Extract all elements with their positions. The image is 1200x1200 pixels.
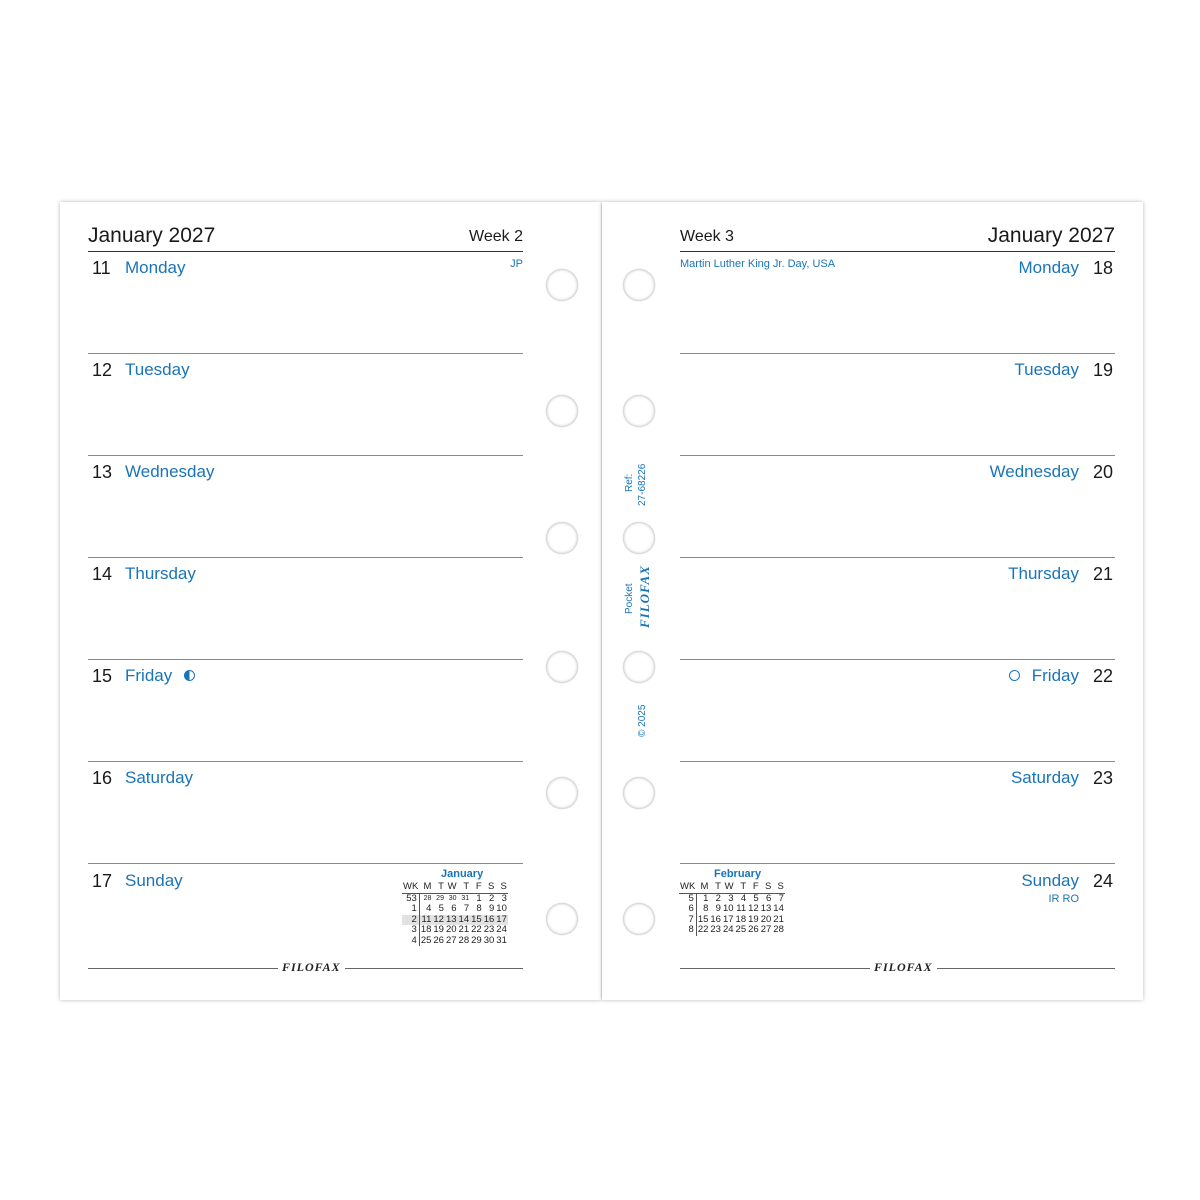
punch-hole [623,903,655,935]
day-row[interactable] [680,456,1115,558]
day-row[interactable] [680,762,1115,864]
mini-calendar-grid [679,882,785,936]
mini-calendar-january [402,868,527,958]
day-number: 14 [92,564,113,584]
col-header: S [483,882,496,893]
left-page [60,202,601,1000]
copyright: © 2025 [637,704,648,737]
size-label: Pocket [624,583,635,614]
col-header: T [432,882,445,893]
day-number: 13 [92,462,113,482]
calendar-week-row: 7 15 16 17 18 19 20 21 [679,915,785,926]
day-number: 22 [1092,666,1113,686]
holiday-note: IR RO [1048,893,1079,905]
holiday-note: Martin Luther King Jr. Day, USA [680,258,836,270]
day-number: 12 [92,360,113,380]
day-name: Tuesday [125,360,190,379]
week-label: Week 3 [680,228,734,245]
calendar-week-row: 3 18 19 20 21 22 23 24 [402,925,508,936]
calendar-week-row: 5 1 2 3 4 5 6 7 [679,893,785,904]
day-row[interactable] [88,660,523,762]
day-row[interactable] [88,354,523,456]
calendar-week-row: 4 25 26 27 28 29 30 31 [402,936,508,947]
calendar-week-row: 8 22 23 24 25 26 27 28 [679,925,785,936]
week-label: Week 2 [469,228,523,245]
col-header: S [760,882,773,893]
day-name: Friday [1031,666,1079,685]
day-name: Wednesday [989,462,1079,481]
full-moon-icon [1009,670,1020,681]
mini-calendar-title: January [441,868,484,880]
day-number: 16 [92,768,113,788]
filofax-logo: FILOFAX [870,960,937,975]
punch-hole [546,522,578,554]
day-name: Thursday [1008,564,1079,583]
col-header: S [495,882,508,893]
punch-hole [623,522,655,554]
mini-calendar-grid [402,882,508,946]
col-header: F [470,882,483,893]
calendar-week-row: 1 4 5 6 7 8 9 10 [402,904,508,915]
col-header: M [696,882,709,893]
col-header: WK [680,881,696,892]
day-name: Monday [125,258,186,277]
day-name: Wednesday [125,462,215,481]
page-title: January 2027 [987,224,1115,247]
punch-hole [546,395,578,427]
day-name: Sunday [125,871,183,890]
punch-hole [546,269,578,301]
day-number: 17 [92,871,113,891]
ref-label: Ref: [624,473,635,492]
day-row[interactable] [88,456,523,558]
mini-calendar-february [679,868,804,948]
divider [88,863,523,864]
day-name: Sunday [1021,871,1079,890]
right-page [602,202,1143,1000]
punch-hole [546,903,578,935]
day-row[interactable] [680,660,1115,762]
page-title: January 2027 [88,224,216,247]
punch-hole [623,395,655,427]
day-name: Saturday [125,768,194,787]
day-number: 18 [1092,258,1113,278]
col-header: WK [403,881,419,892]
day-row[interactable] [88,762,523,864]
day-number: 15 [92,666,113,686]
day-name: Tuesday [1014,360,1079,379]
day-row[interactable] [88,252,523,354]
day-number: 20 [1092,462,1113,482]
spine-brand: FILOFAX [637,565,652,628]
day-number: 19 [1092,360,1113,380]
day-number: 21 [1092,564,1113,584]
punch-hole [546,777,578,809]
col-header: M [419,882,432,893]
col-header: T [458,882,471,893]
col-header: W [445,882,458,893]
day-row[interactable] [680,354,1115,456]
calendar-week-row: 6 8 9 10 11 12 13 14 [679,904,785,915]
mini-calendar-title: February [714,868,762,880]
day-number: 23 [1092,768,1113,788]
punch-hole [623,777,655,809]
day-row[interactable] [680,558,1115,660]
punch-hole [623,269,655,301]
divider [680,863,1115,864]
day-name: Friday [125,666,173,685]
col-header: S [772,882,785,893]
day-name: Saturday [1010,768,1079,787]
day-name: Monday [1018,258,1079,277]
ref-code: 27-68226 [637,463,648,506]
calendar-week-row: 53 28 29 30 31 1 2 3 [402,893,508,904]
day-row[interactable] [88,558,523,660]
punch-hole [546,651,578,683]
col-header: T [709,882,722,893]
punch-hole [623,651,655,683]
holiday-note: JP [510,258,523,270]
day-number: 11 [92,258,111,278]
col-header: T [735,882,748,893]
day-name: Thursday [125,564,196,583]
calendar-week-row-current: 2 11 12 13 14 15 16 17 [402,915,508,926]
half-moon-icon [184,670,195,681]
col-header: F [747,882,760,893]
day-number: 24 [1092,871,1113,891]
col-header: W [722,882,735,893]
day-row[interactable] [680,252,1115,354]
filofax-logo: FILOFAX [278,960,345,975]
